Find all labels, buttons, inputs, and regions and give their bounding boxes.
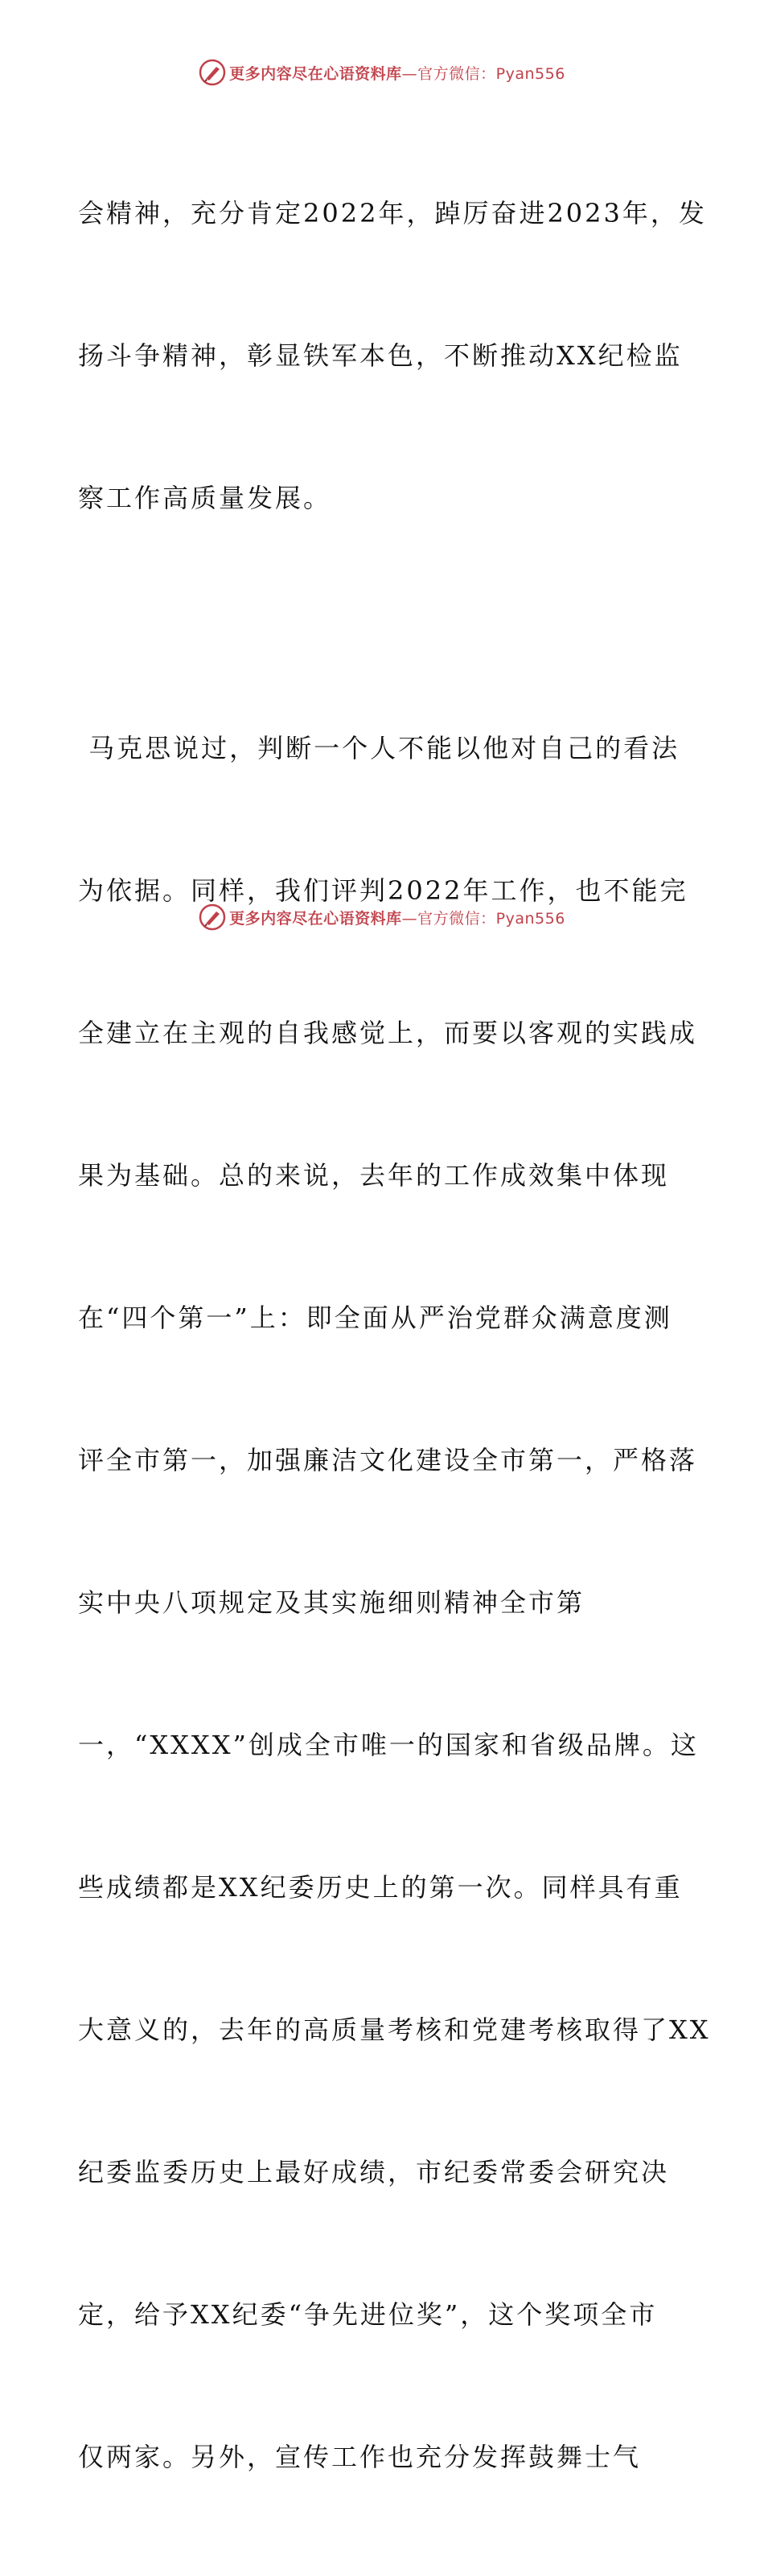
text-line: 仅两家。另外，宣传工作也充分发挥鼓舞士气 [78, 2442, 642, 2472]
footer-watermark [0, 901, 764, 933]
text-line: 实中央八项规定及其实施细则精神全市第 [78, 1587, 585, 1618]
document-body [78, 95, 711, 2576]
text-line: 全建立在主观的自我感觉上，而要以客观的实践成 [78, 1018, 698, 1048]
banner-brand: 更多内容尽在心语资料库 [229, 64, 402, 83]
text-line: 察工作高质量发展。 [78, 483, 332, 513]
banner-wechat: 官方微信：Pyan556 [417, 909, 565, 928]
text-line: 马克思说过，判断一个人不能以他对自己的看法 [78, 733, 680, 763]
pen-logo-icon [199, 59, 226, 86]
text-line: 纪委监委历史上最好成绩，市纪委常委会研究决 [78, 2157, 670, 2187]
text-line: 大意义的，去年的高质量考核和党建考核取得了XX [78, 2014, 711, 2045]
text-line: 定，给予XX纪委“争先进位奖”，这个奖项全市 [78, 2299, 658, 2330]
text-line: 果为基础。总的来说，去年的工作成效集中体现 [78, 1160, 670, 1191]
pen-logo-icon [199, 903, 226, 931]
text-line: 扬斗争精神，彰显铁军本色，不断推动XX纪检监 [78, 340, 683, 371]
text-line: 在“四个第一”上：即全面从严治党群众满意度测 [78, 1302, 672, 1333]
banner-separator: — [401, 64, 418, 83]
paragraph [78, 95, 707, 617]
banner-wechat: 官方微信：Pyan556 [417, 64, 565, 83]
text-line: 些成绩都是XX纪委历史上的第一次。同样具有重 [78, 1872, 683, 1903]
text-line: 一，“XXXX”创成全市唯一的国家和省级品牌。这 [78, 1730, 699, 1760]
banner-separator: — [401, 909, 418, 928]
text-line: 评全市第一，加强廉洁文化建设全市第一，严格落 [78, 1445, 698, 1475]
text-line: 为依据。同样，我们评判2022年工作，也不能完 [78, 875, 688, 906]
text-line: 会精神，充分肯定2022年，踔厉奋进2023年，发 [78, 198, 707, 228]
banner-brand: 更多内容尽在心语资料库 [229, 909, 402, 928]
header-watermark [0, 56, 764, 88]
